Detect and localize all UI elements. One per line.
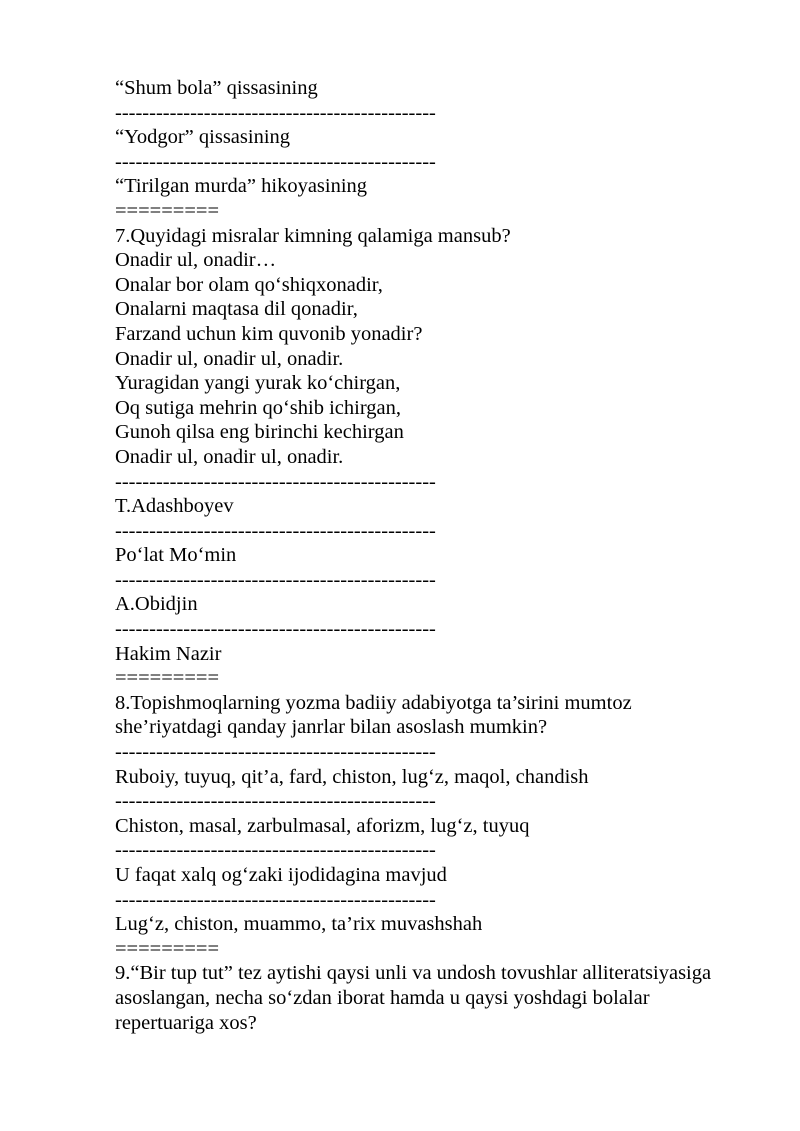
separator-dash: -----------------------------------------------: [115, 741, 436, 764]
question-9-line: repertuariga xos?: [115, 1011, 257, 1034]
question-9-line: asoslangan, necha so‘zdan iborat hamda u qaysi yoshdagi bolalar: [115, 986, 650, 1009]
poem-line: Onadir ul, onadir…: [115, 249, 277, 272]
poem-line: Onadir ul, onadir ul, onadir.: [115, 347, 344, 370]
separator-eq: =========: [115, 667, 220, 690]
poem-line: Farzand uchun kim quvonib yonadir?: [115, 322, 423, 345]
answer-option: T.Adashboyev: [115, 495, 234, 518]
poem-line: Onalarni maqtasa dil qonadir,: [115, 298, 358, 321]
answer-option: Hakim Nazir: [115, 642, 222, 665]
separator-eq: =========: [115, 199, 220, 222]
poem-line: Onalar bor olam qo‘shiqxonadir,: [115, 273, 383, 296]
separator-dash: -----------------------------------------------: [115, 150, 436, 173]
answer-option: A.Obidjin: [115, 593, 198, 616]
poem-line: Gunoh qilsa eng birinchi kechirgan: [115, 421, 404, 444]
separator-dash: -----------------------------------------------: [115, 470, 436, 493]
separator-dash: -----------------------------------------------: [115, 101, 436, 124]
document-page: [115, 76, 775, 1035]
poem-line: Oq sutiga mehrin qo‘shib ichirgan,: [115, 396, 402, 419]
answer-option: Lug‘z, chiston, muammo, ta’rix muvashshah: [115, 913, 483, 936]
separator-eq: =========: [115, 937, 220, 960]
separator-dash: -----------------------------------------------: [115, 790, 436, 813]
poem-line: Yuragidan yangi yurak ko‘chirgan,: [115, 372, 401, 395]
answer-option: Ruboiy, tuyuq, qit’a, fard, chiston, lug‘z, maqol, chandish: [115, 765, 589, 788]
separator-dash: -----------------------------------------------: [115, 519, 436, 542]
question-8-line: she’riyatdagi qanday janrlar bilan asoslash mumkin?: [115, 716, 548, 739]
answer-option: Chiston, masal, zarbulmasal, aforizm, lug‘z, tuyuq: [115, 814, 530, 837]
separator-dash: -----------------------------------------------: [115, 568, 436, 591]
separator-dash: -----------------------------------------------: [115, 618, 436, 641]
separator-dash: -----------------------------------------------: [115, 839, 436, 862]
answer-option: “Tirilgan murda” hikoyasining: [115, 175, 368, 198]
question-7: 7.Quyidagi misralar kimning qalamiga mansub?: [115, 224, 511, 247]
separator-dash: -----------------------------------------------: [115, 888, 436, 911]
answer-option: “Shum bola” qissasining: [115, 77, 318, 99]
answer-option: Po‘lat Mo‘min: [115, 544, 237, 567]
question-8-line: 8.Topishmoqlarning yozma badiiy adabiyotga ta’sirini mumtoz: [115, 691, 632, 714]
poem-line: Onadir ul, onadir ul, onadir.: [115, 445, 344, 468]
answer-option: “Yodgor” qissasining: [115, 126, 291, 149]
answer-option: U faqat xalq og‘zaki ijodidagina mavjud: [115, 864, 447, 886]
question-9-line: 9.“Bir tup tut” tez aytishi qaysi unli va undosh tovushlar alliteratsiyasiga: [115, 962, 712, 985]
